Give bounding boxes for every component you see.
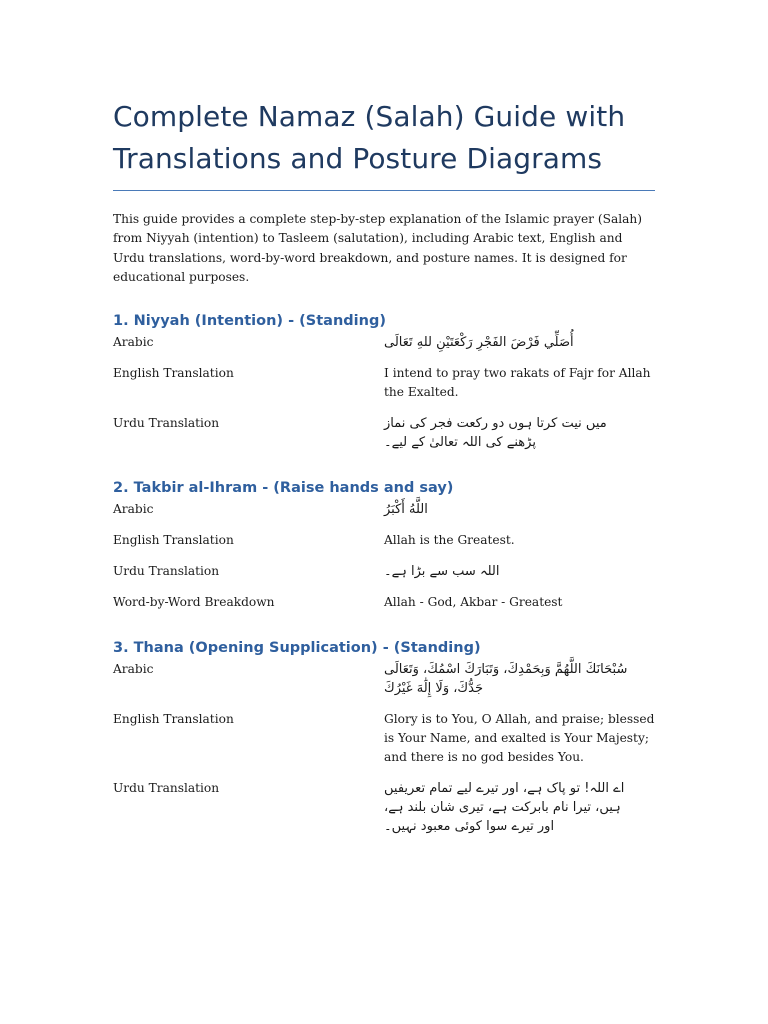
table-row <box>113 593 655 612</box>
document-page <box>113 0 655 836</box>
table-row <box>113 333 655 352</box>
prayer-step-section <box>113 478 655 612</box>
section-heading: 1. Niyyah (Intention) - (Standing) <box>113 313 386 330</box>
row-label: English Translation <box>113 366 234 381</box>
table-row <box>113 779 655 836</box>
row-label: Urdu Translation <box>113 781 220 796</box>
table-row <box>113 562 655 581</box>
row-value: سُبْحَانَكَ اللَّهُمَّ وَبِحَمْدِكَ، وَتَبَارَكَ اسْمُكَ، وَتَعَالَى جَدُّكَ، وَلَا إِلَٰهَ غَيْرُكَ <box>384 662 628 697</box>
row-label: Arabic <box>113 662 154 677</box>
row-value: اے اللہ! تو پاک ہے، اور تیرے لیے تمام تعریفیں ہیں، تیرا نام بابرکت ہے، تیری شان بلند ہے، اور تیرے سوا کوئی معبود نہیں۔ <box>384 781 625 835</box>
row-value: اللہ سب سے بڑا ہے۔ <box>384 564 500 580</box>
row-label: Arabic <box>113 502 154 517</box>
sections-container <box>113 311 655 836</box>
row-value: Glory is to You, O Allah, and praise; blessed is Your Name, and exalted is Your Majesty; and there is no god besides You. <box>384 712 655 765</box>
row-value: میں نیت کرتا ہوں دو رکعت فجر کی نماز پڑھنے کی اللہ تعالیٰ کے لیے۔ <box>384 416 607 451</box>
row-value: اللَّهُ أَكْبَرُ <box>384 502 428 518</box>
row-label: Word-by-Word Breakdown <box>113 595 275 610</box>
table-row <box>113 531 655 550</box>
row-value: Allah - God, Akbar - Greatest <box>384 595 563 610</box>
table-row <box>113 710 655 767</box>
row-label: English Translation <box>113 712 234 727</box>
prayer-step-section <box>113 638 655 836</box>
prayer-step-section <box>113 311 655 452</box>
row-label: Urdu Translation <box>113 564 220 579</box>
section-heading: 2. Takbir al-Ihram - (Raise hands and say) <box>113 480 454 497</box>
title-divider <box>113 190 655 191</box>
row-label: English Translation <box>113 533 234 548</box>
row-value: أُصَلِّي فَرْضَ الفَجْرِ رَكْعَتَيْنِ للهِ تَعَالَى <box>384 335 574 351</box>
table-row <box>113 660 655 698</box>
row-label: Arabic <box>113 335 154 350</box>
row-label: Urdu Translation <box>113 416 220 431</box>
intro-paragraph: This guide provides a complete step-by-step explanation of the Islamic prayer (Salah) from Niyyah (intention) to Tasleem (salutation), including Arabic text, English and Urdu translations, word-by-word breakdown, and posture names. It is designed for educational purposes. <box>113 212 643 284</box>
table-row <box>113 500 655 519</box>
page-title: Complete Namaz (Salah) Guide with Translations and Posture Diagrams <box>113 100 626 175</box>
row-value: Allah is the Greatest. <box>384 533 515 548</box>
section-heading: 3. Thana (Opening Supplication) - (Standing) <box>113 640 481 657</box>
row-value: I intend to pray two rakats of Fajr for Allah the Exalted. <box>384 366 651 400</box>
table-row <box>113 414 655 452</box>
table-row <box>113 364 655 402</box>
